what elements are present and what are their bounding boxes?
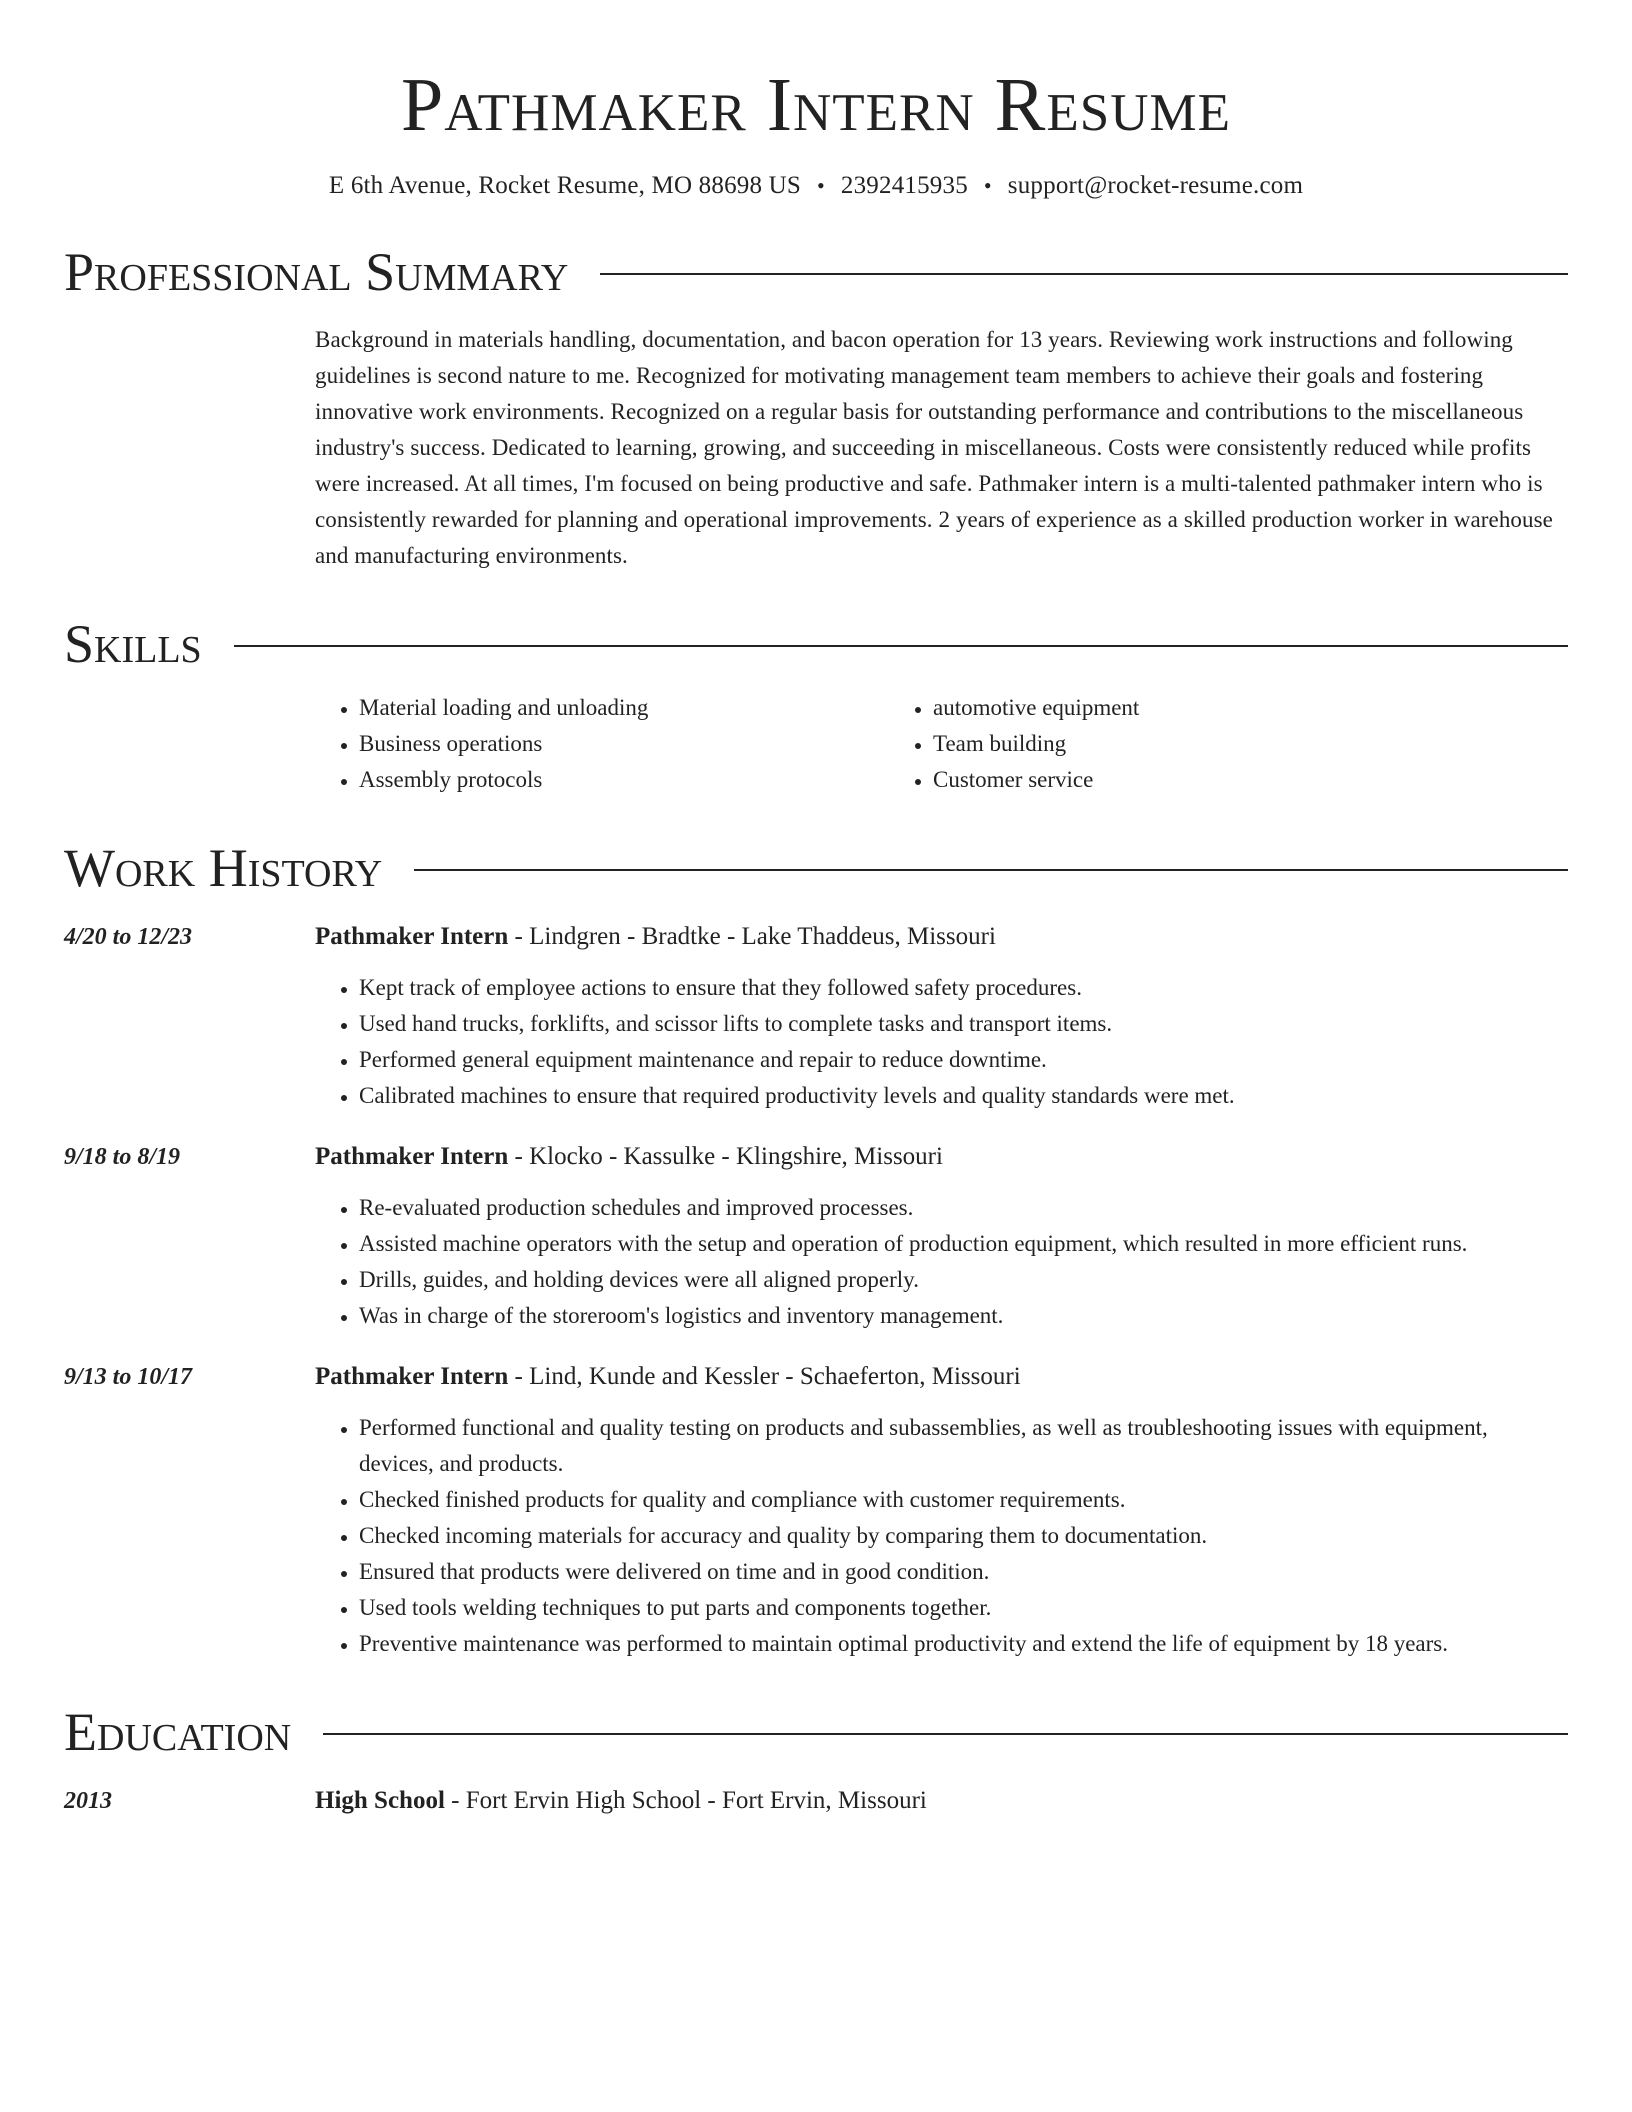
separator: • xyxy=(816,173,825,198)
education-school: - Fort Ervin High School - Fort Ervin, Missouri xyxy=(444,1787,927,1814)
education-heading xyxy=(315,1784,1568,1818)
job-heading xyxy=(315,920,1568,954)
section-title-work: Work History xyxy=(64,838,383,898)
skills-column-left xyxy=(315,690,889,798)
resume-title: Pathmaker Intern Resume xyxy=(401,63,1231,147)
skill-item: • automotive equipment xyxy=(933,690,1463,726)
job-bullet: • Kept track of employee actions to ensure that they followed safety procedures. xyxy=(359,970,1568,1006)
section-title-skills: Skills xyxy=(64,614,202,674)
job-bullet: • Re-evaluated production schedules and improved processes. xyxy=(359,1190,1568,1226)
job-dates: 4/20 to 12/23 xyxy=(64,924,193,950)
education-degree: High School xyxy=(315,1787,445,1814)
skills-column-right xyxy=(889,690,1463,798)
job-bullet: • Performed functional and quality testing on products and subassemblies, as well as troubleshooting issues with equipment, devices, and products. xyxy=(359,1410,1568,1482)
job-role: Pathmaker Intern xyxy=(315,1363,509,1390)
skill-item: • Customer service xyxy=(933,762,1463,798)
job-body xyxy=(315,920,1568,1114)
job-bullet: • Used hand trucks, forklifts, and scissor lifts to complete tasks and transport items. xyxy=(359,1006,1568,1042)
job-bullet: • Assisted machine operators with the setup and operation of production equipment, which resulted in more efficient runs. xyxy=(359,1226,1568,1262)
job-body xyxy=(315,1140,1568,1334)
job-bullet: • Checked incoming materials for accuracy and quality by comparing them to documentation. xyxy=(359,1518,1568,1554)
address: E 6th Avenue, Rocket Resume, MO 88698 US xyxy=(328,172,801,199)
summary-section-header xyxy=(64,240,1568,304)
job-heading xyxy=(315,1360,1568,1394)
skill-item: • Assembly protocols xyxy=(359,762,889,798)
job-bullets xyxy=(315,970,1568,1114)
education-section-header xyxy=(64,1700,1568,1764)
job-bullets xyxy=(315,1190,1568,1334)
job-entry xyxy=(64,1360,1568,1662)
job-dates: 9/13 to 10/17 xyxy=(64,1364,193,1390)
section-title-summary: Professional Summary xyxy=(64,242,569,302)
phone: 2392415935 xyxy=(840,172,968,199)
job-heading xyxy=(315,1140,1568,1174)
education-entry xyxy=(64,1784,1568,1818)
email: support@rocket-resume.com xyxy=(1007,172,1304,199)
section-divider xyxy=(234,645,1568,647)
job-bullet: • Drills, guides, and holding devices were all aligned properly. xyxy=(359,1262,1568,1298)
section-title-education: Education xyxy=(64,1702,292,1762)
skills-list xyxy=(315,690,1568,798)
section-divider xyxy=(414,869,1568,871)
skill-item: • Material loading and unloading xyxy=(359,690,889,726)
job-entry xyxy=(64,1140,1568,1334)
job-bullets xyxy=(315,1410,1568,1662)
job-bullet: • Used tools welding techniques to put parts and components together. xyxy=(359,1590,1568,1626)
job-bullet: • Ensured that products were delivered on time and in good condition. xyxy=(359,1554,1568,1590)
job-bullet: • Calibrated machines to ensure that required productivity levels and quality standards were met. xyxy=(359,1078,1568,1114)
job-employer: - Lindgren - Bradtke - Lake Thaddeus, Missouri xyxy=(508,923,996,950)
separator: • xyxy=(983,173,992,198)
education-year: 2013 xyxy=(64,1788,112,1814)
job-entry xyxy=(64,920,1568,1114)
section-divider xyxy=(323,1733,1568,1735)
job-bullet: • Preventive maintenance was performed to maintain optimal productivity and extend the life of equipment by 18 years. xyxy=(359,1626,1568,1662)
education-body xyxy=(315,1784,1568,1818)
job-dates: 9/18 to 8/19 xyxy=(64,1144,181,1170)
job-role: Pathmaker Intern xyxy=(315,923,509,950)
contact-line xyxy=(64,170,1568,202)
skills-section-header xyxy=(64,612,1568,676)
job-bullet: • Checked finished products for quality and compliance with customer requirements. xyxy=(359,1482,1568,1518)
section-divider xyxy=(600,273,1568,275)
job-body xyxy=(315,1360,1568,1662)
job-employer: - Klocko - Kassulke - Klingshire, Missouri xyxy=(508,1143,943,1170)
job-bullet: • Performed general equipment maintenance and repair to reduce downtime. xyxy=(359,1042,1568,1078)
job-employer: - Lind, Kunde and Kessler - Schaeferton, Missouri xyxy=(508,1363,1021,1390)
job-role: Pathmaker Intern xyxy=(315,1143,509,1170)
skill-item: • Team building xyxy=(933,726,1463,762)
summary-text: Background in materials handling, documentation, and bacon operation for 13 years. Reviewing work instructions and following guidelines is second nature to me. Recognized for motivating management team members to achieve their goals and fostering innovative work environments. Recognized on a regular basis for outstanding performance and contributions to the miscellaneous industry's success. Dedicated to learning, growing, and succeeding in miscellaneous. Costs were consistently reduced while profits were increased. At all times, I'm focused on being productive and safe. Pathmaker intern is a multi-talented pathmaker intern who is consistently rewarded for planning and operational improvements. 2 years of experience as a skilled production worker in warehouse and manufacturing environments. xyxy=(315,327,1553,568)
work-section-header xyxy=(64,836,1568,900)
skill-item: • Business operations xyxy=(359,726,889,762)
job-bullet: • Was in charge of the storeroom's logistics and inventory management. xyxy=(359,1298,1568,1334)
